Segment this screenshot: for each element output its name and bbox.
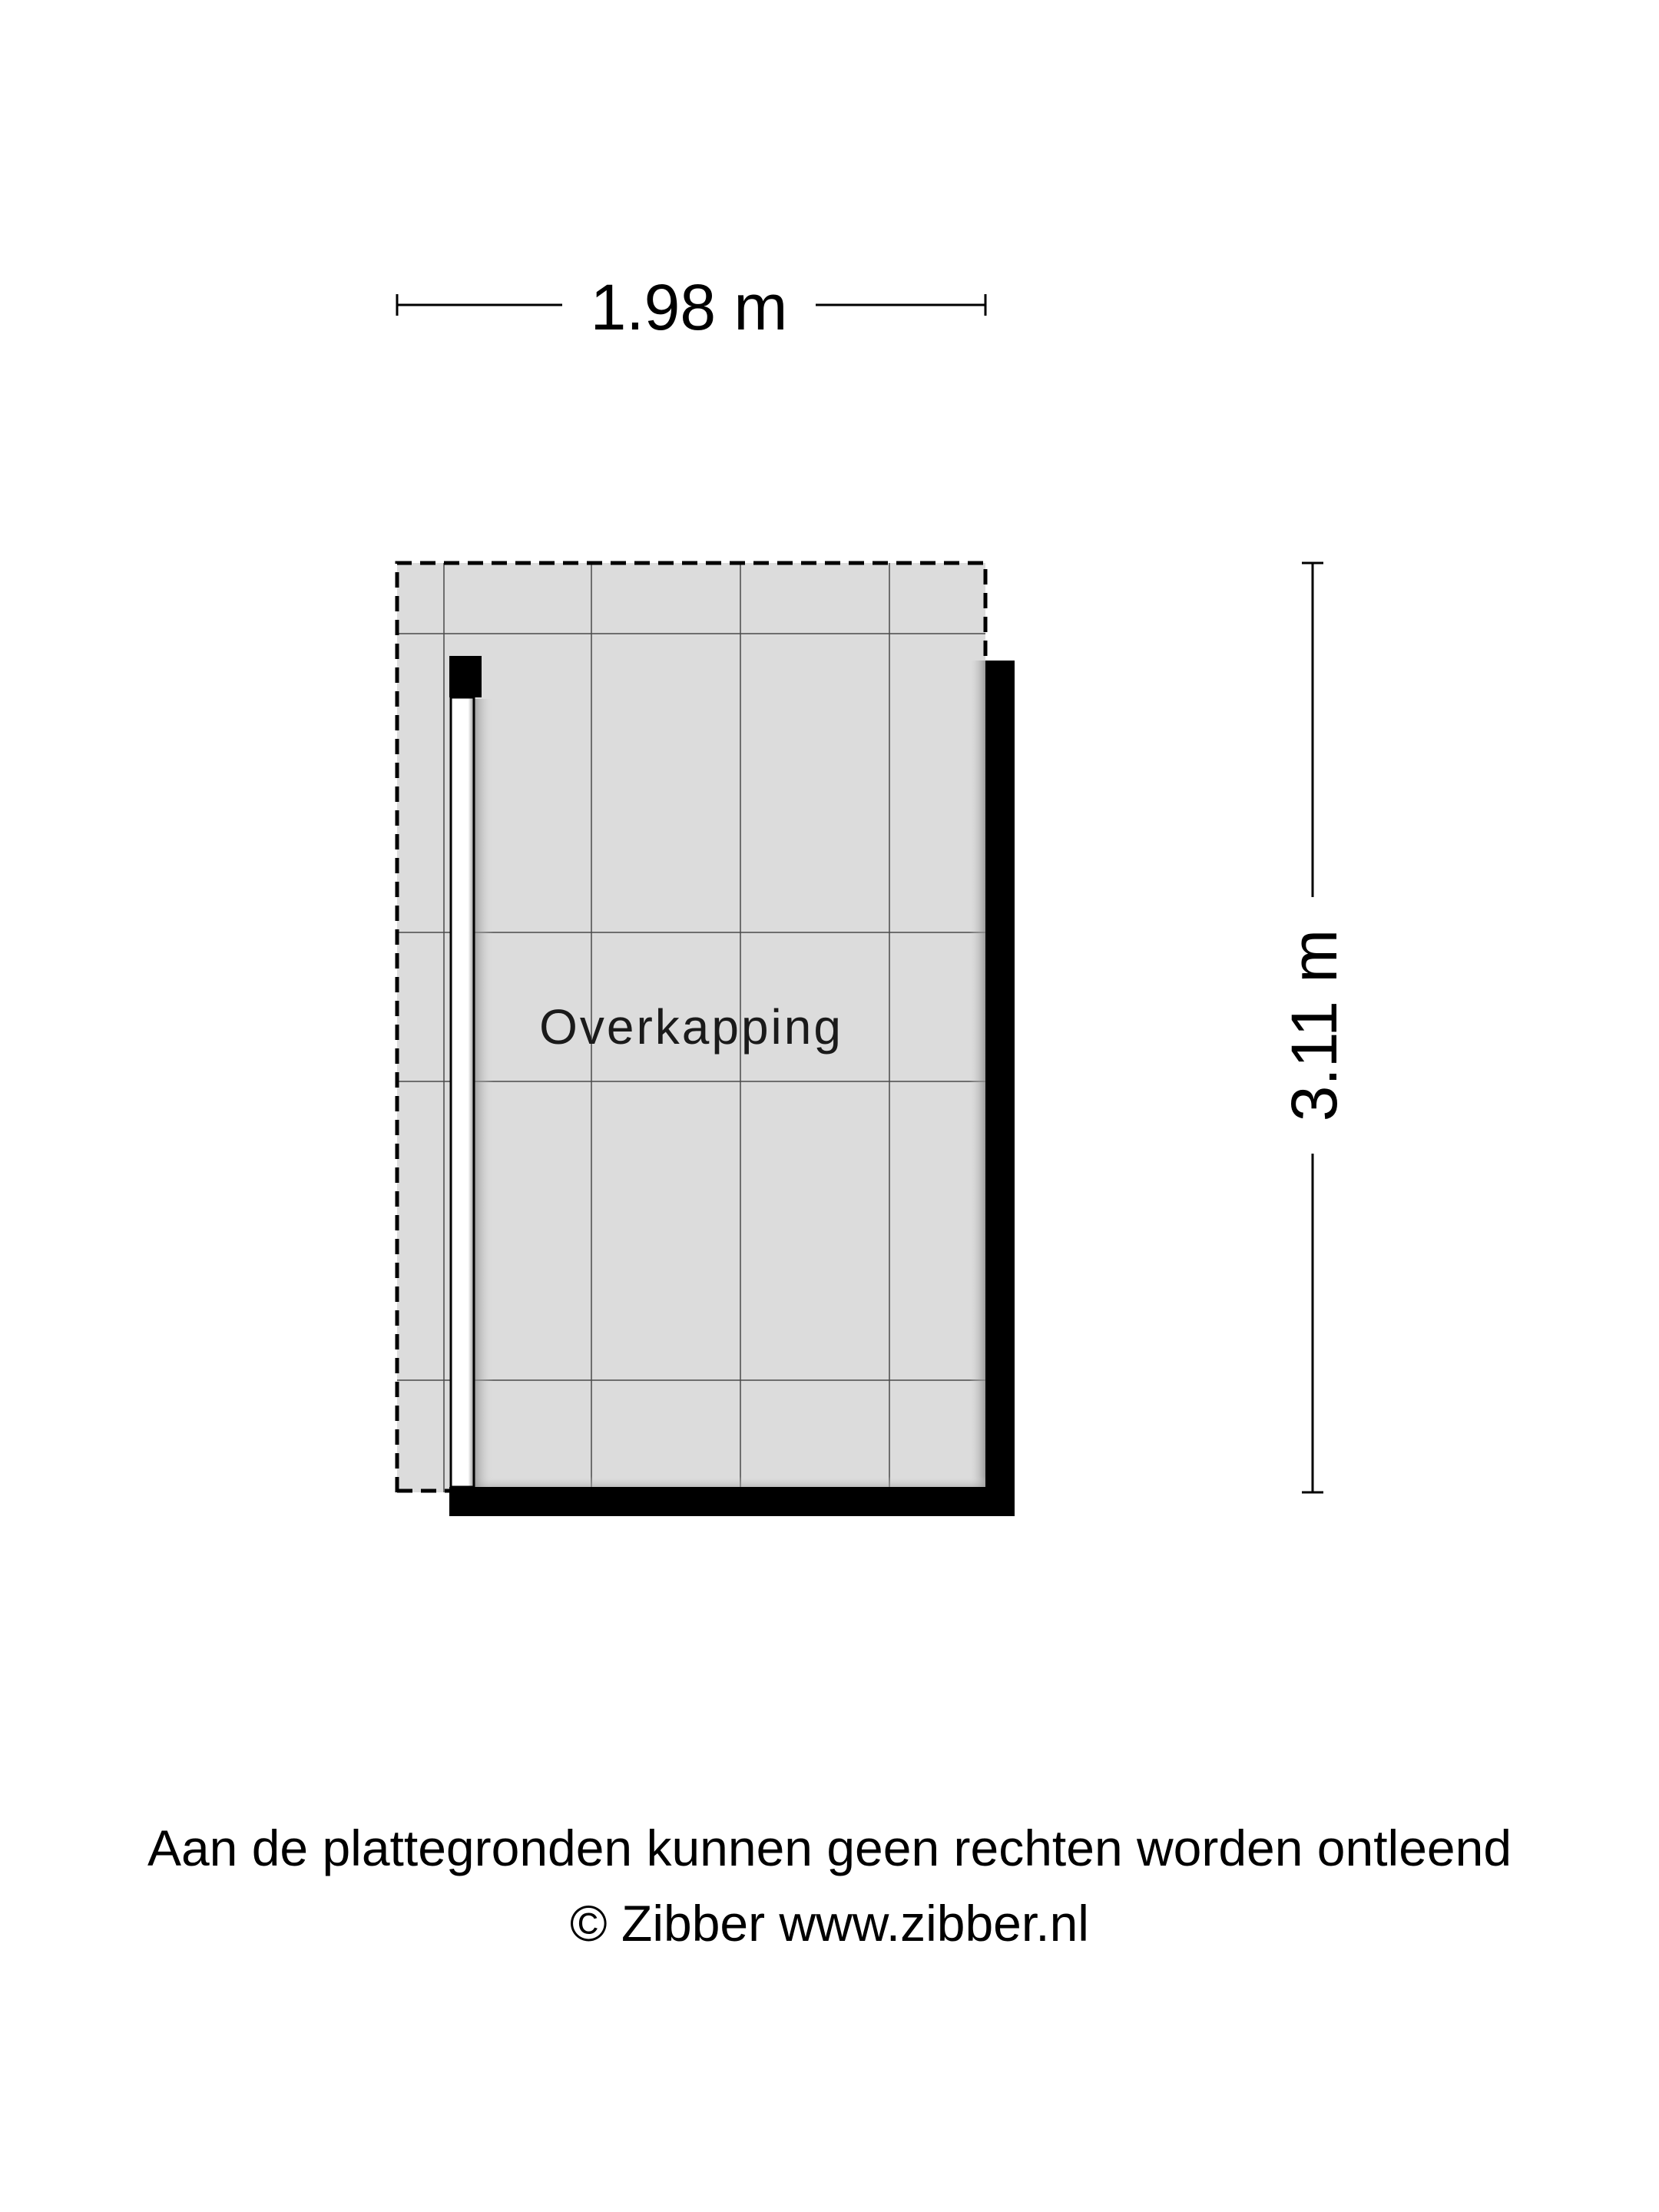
room-overkapping	[397, 563, 1015, 1516]
copyright-text: © Zibber www.zibber.nl	[570, 1895, 1089, 1952]
column	[449, 656, 482, 697]
width-dimension-label: 1.98 m	[590, 271, 788, 343]
wall-bottom	[449, 1487, 1015, 1516]
wall-right	[985, 661, 1015, 1516]
height-dimension-label: 3.11 m	[1278, 929, 1350, 1122]
post-shadow	[475, 699, 493, 1492]
wall-shadow-right	[969, 661, 985, 1492]
disclaimer-text: Aan de plattegronden kunnen geen rechten worden ontleend	[147, 1820, 1512, 1876]
width-dimension	[397, 271, 985, 343]
room-label: Overkapping	[539, 999, 843, 1055]
post	[451, 697, 474, 1487]
height-dimension	[1278, 563, 1350, 1492]
